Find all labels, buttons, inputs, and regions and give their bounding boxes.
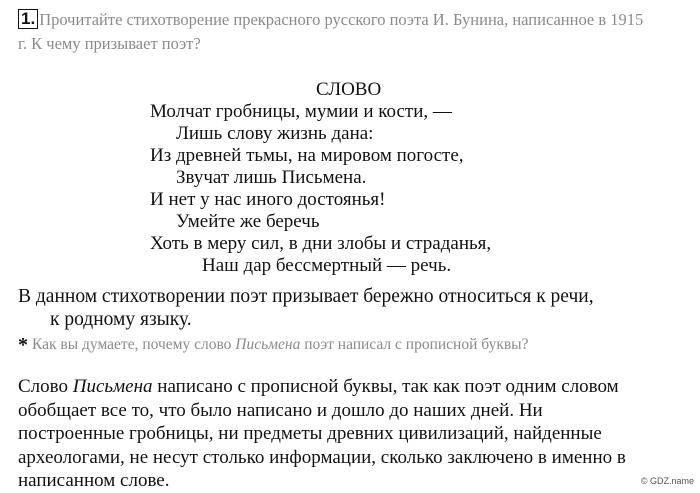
- answer-1-line1: В данном стихотворении поэт призывает бережно относиться к речи,: [18, 286, 594, 307]
- poem-line: Из древней тьмы, на мировом погосте,: [150, 145, 464, 166]
- task-statement: [18, 8, 698, 56]
- question-text-after: поэт написал с прописной буквы?: [300, 336, 529, 353]
- question-text-before: Как вы думаете, почему слово: [32, 336, 236, 353]
- poem-line: Наш дар бессмертный — речь.: [202, 255, 452, 276]
- extra-question: [18, 333, 528, 355]
- poem-line: И нет у нас иного достоянья!: [150, 189, 386, 210]
- poem-line: Лишь слову жизнь дана:: [176, 123, 374, 144]
- answer-1-line2: к родному языку.: [50, 309, 192, 330]
- poem-line: Звучат лишь Письмена.: [176, 167, 367, 188]
- answer-2-line5: написанном слове.: [18, 470, 170, 491]
- poem: [150, 79, 491, 277]
- task-number: 1.: [18, 9, 38, 29]
- answer-2-italic-word: Письмена: [72, 376, 153, 397]
- answer-2-line3: построенные гробницы, ни предметы древних цивилизаций, найденные: [18, 423, 602, 444]
- poem-line: Умейте же беречь: [176, 211, 320, 232]
- task-text-line2: г. К чему призывает поэт?: [18, 34, 201, 53]
- question-italic-word: Письмена: [235, 336, 301, 353]
- answer-1: [18, 285, 698, 331]
- poem-title: СЛОВО: [316, 79, 382, 100]
- watermark: © GDZ.name: [640, 476, 694, 486]
- answer-2-line2: обобщает все то, что было написано и дошло до наших дней. Ни: [18, 399, 543, 421]
- poem-line: Молчат гробницы, мумии и кости, —: [150, 101, 452, 122]
- answer-2-line4: археологами, не несут столько информации, сколько заключено в именно в: [18, 446, 626, 468]
- poem-line: Хоть в меру сил, в дни злобы и страданья,: [150, 233, 492, 254]
- asterisk-marker: *: [18, 334, 28, 356]
- task-text-line1: Прочитайте стихотворение прекрасного русского поэта И. Бунина, написанное в 1915: [39, 10, 644, 29]
- answer-2-start: Слово: [18, 376, 73, 397]
- answer-2-rest: написано с прописной буквы, так как поэт одним словом: [152, 376, 619, 397]
- answer-2: [18, 375, 698, 493]
- answer-2-line1: [18, 375, 698, 399]
